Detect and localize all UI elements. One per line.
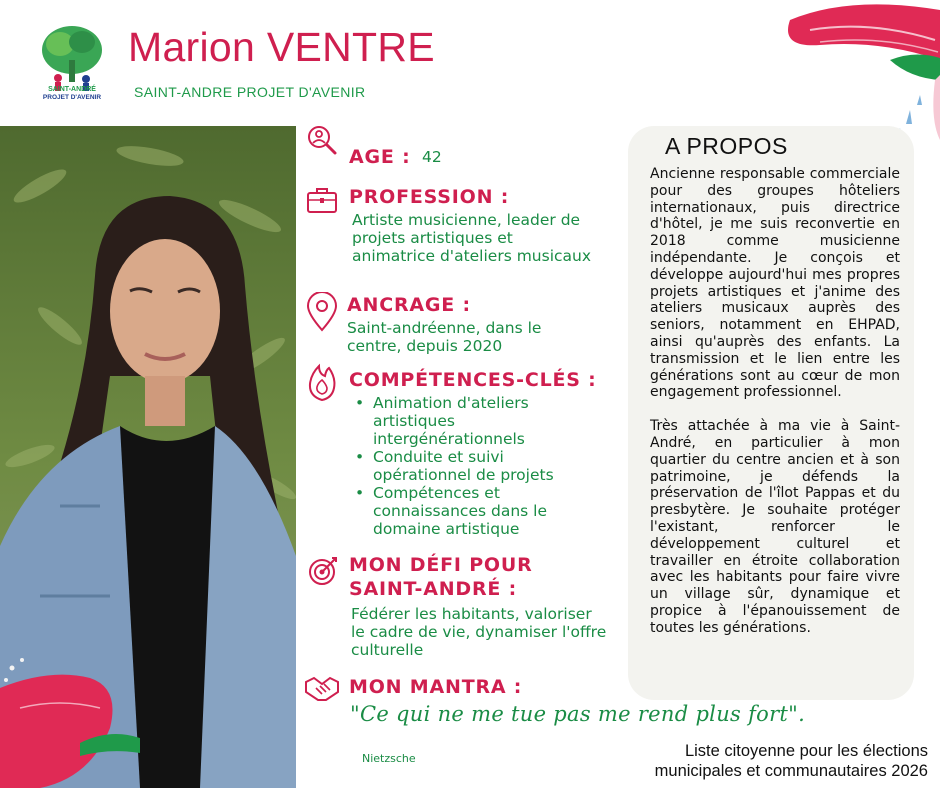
ancrage-value: Saint-andréenne, dans le centre, depuis 2020 (347, 319, 542, 355)
defi-value: Fédérer les habitants, valoriser le cadre de vie, dynamiser l'offre culturelle (351, 605, 607, 659)
footer-text (655, 741, 928, 781)
logo (36, 22, 108, 104)
competences-label: COMPÉTENCES-CLÉS : (349, 369, 597, 391)
search-user-icon (306, 124, 338, 156)
mantra-label: MON MANTRA : (349, 676, 523, 698)
skill-item: • Animation d'ateliers artistiques intergénérationnels (353, 394, 583, 448)
logo-text-line2: PROJET D'AVENIR (42, 94, 102, 101)
candidate-name: Marion VENTRE (128, 24, 435, 70)
age-label: AGE : (349, 146, 411, 168)
quote-author: Nietzsche (362, 752, 416, 765)
footer-line1: Liste citoyenne pour les élections (684, 742, 928, 760)
defi-label-line1: MON DÉFI POUR (349, 554, 533, 576)
list-subtitle: SAINT-ANDRE PROJET D'AVENIR (134, 84, 366, 100)
profession-label: PROFESSION : (349, 186, 510, 208)
briefcase-icon (306, 184, 338, 216)
skills-list (353, 394, 583, 538)
profession-value: Artiste musicienne, leader de projets artistiques et animatrice d'ateliers musicaux (352, 211, 592, 265)
about-title: A PROPOS (665, 133, 788, 159)
footer-line2: municipales et communautaires 2026 (654, 762, 928, 780)
target-icon (308, 554, 340, 586)
skill-item: • Conduite et suivi opérationnel de projets (353, 448, 583, 484)
ancrage-label: ANCRAGE : (347, 294, 471, 316)
about-text (650, 166, 900, 654)
mantra-quote: "Ce qui ne me tue pas me rend plus fort". (350, 702, 806, 726)
about-paragraph: Très attachée à ma vie à Saint-André, en particulier à mon quartier du centre ancien et à son patrimoine, je défends la préservation de l'îlot Pappas et du presbytère. Je souhaite protéger l'existant, renforcer le développement culturel et travailler en étroite collaboration avec les habitants pour faire vivre un village sûr, dynamique et propice à l'épanouissement de toutes les générations. (650, 418, 900, 636)
age-value: 42 (422, 148, 442, 166)
location-pin-icon (306, 292, 338, 332)
decorative-strokes-bottom (0, 648, 140, 788)
defi-label-line2: SAINT-ANDRÉ : (349, 578, 518, 600)
skill-item: • Compétences et connaissances dans le domaine artistique (353, 484, 583, 538)
logo-text-line1: SAINT-ANDRÉ (48, 86, 96, 93)
handshake-icon (304, 672, 340, 704)
flame-icon (306, 362, 338, 402)
about-paragraph: Ancienne responsable commerciale pour des groupes hôteliers internationaux, puis directrice d'hôtel, je me suis reconvertie en 2018 comme musicienne indépendante. Je conçois et développe aujourd'hui mes propres projets artistiques et j'anime des ateliers musicaux auprès des seniors, notamment en EHPAD, ainsi qu'auprès des enfants. La transmission et le lien entre les générations sont au cœur de mon engagement professionnel. (650, 166, 900, 401)
